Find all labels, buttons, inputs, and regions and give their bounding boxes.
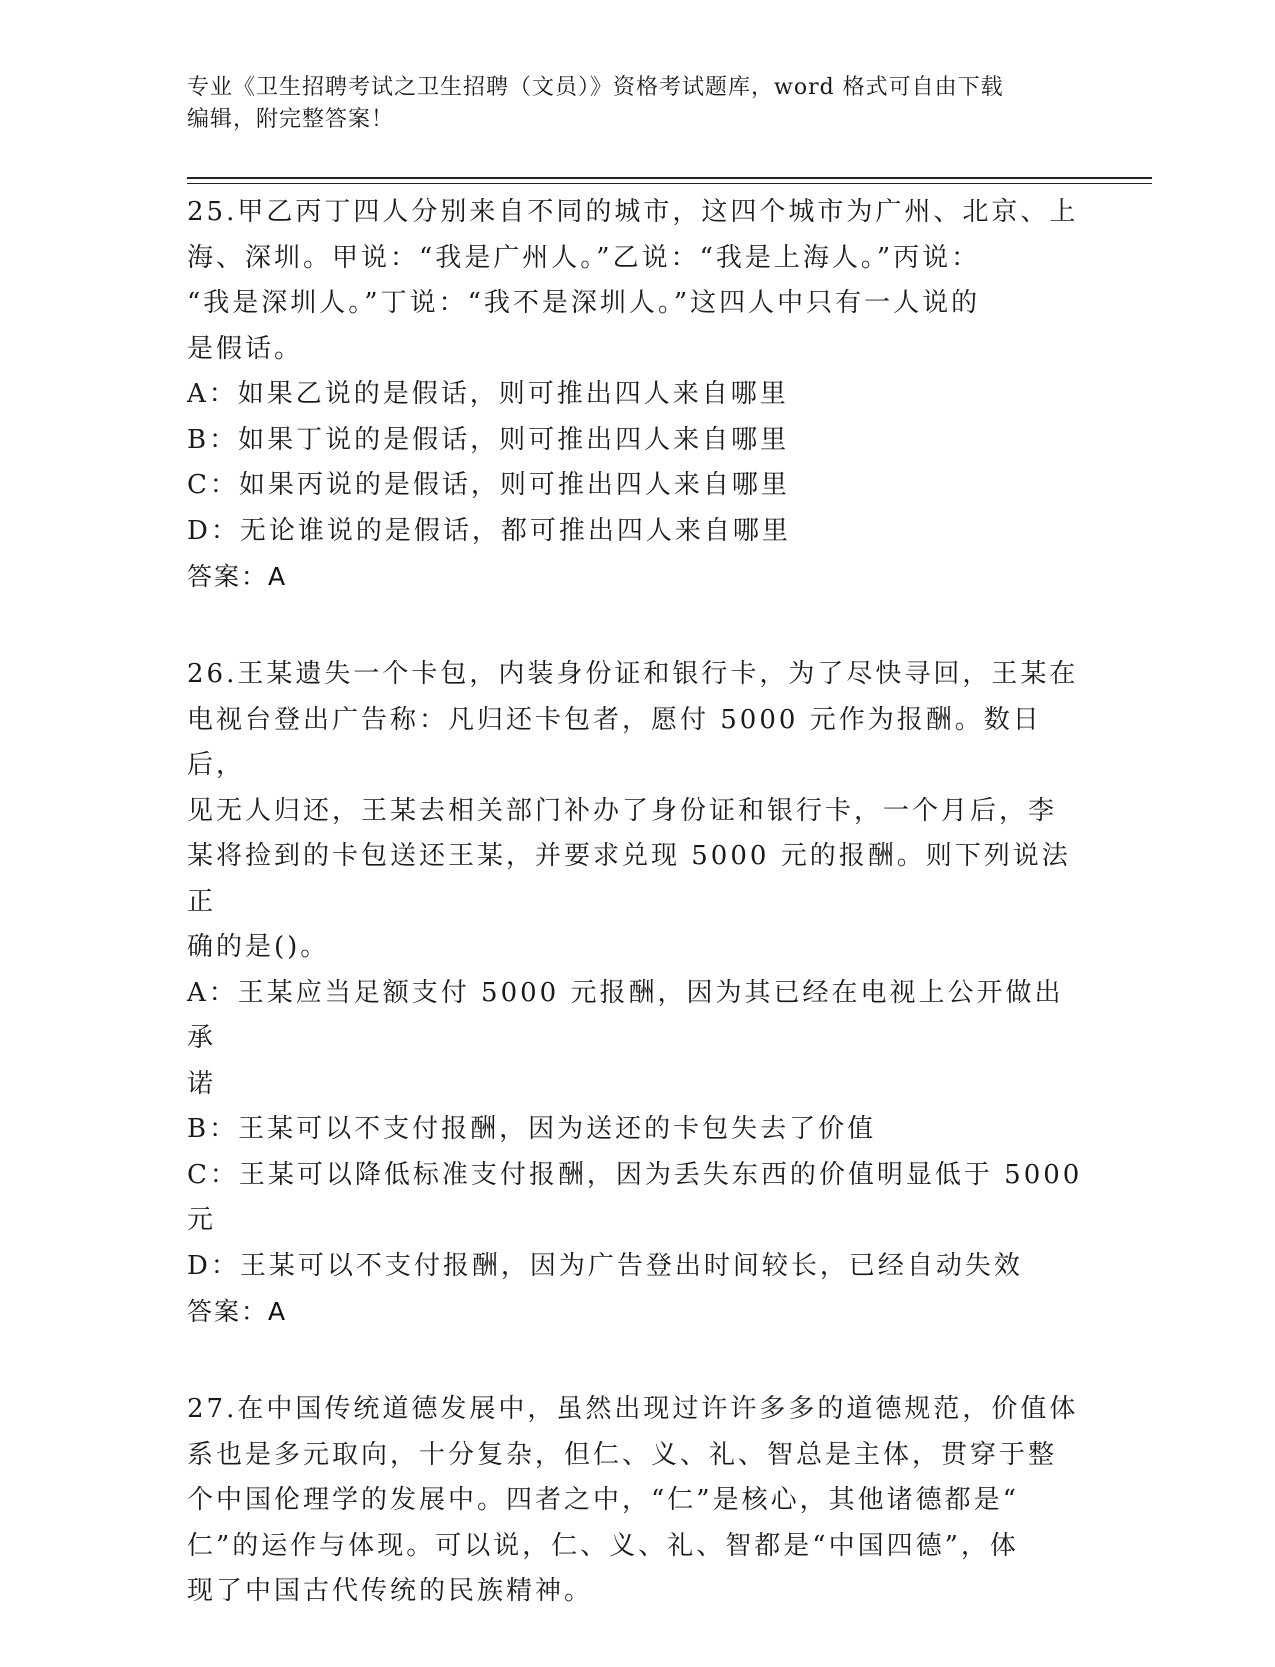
option-a-continued: 诺 xyxy=(187,1068,217,1099)
stem-line: 是假话。 xyxy=(187,333,304,364)
stem-line: 仁”的运作与体现。可以说，仁、义、礼、智都是“中国四德”，体 xyxy=(187,1530,1019,1561)
stem-line: 确的是()。 xyxy=(187,932,330,962)
option-c: C：如果丙说的是假话，则可推出四人来自哪里 xyxy=(187,470,790,500)
document-header xyxy=(187,72,1087,136)
option-b: B：王某可以不支付报酬，因为送还的卡包失去了价值 xyxy=(187,1114,877,1144)
stem-line: 电视台登出广告称：凡归还卡包者，愿付 5000 元作为报酬。数日后， xyxy=(187,704,1042,780)
answer: 答案：A xyxy=(187,562,288,591)
option-d: D：王某可以不支付报酬，因为广告登出时间较长，已经自动失效 xyxy=(187,1250,1023,1281)
stem-line: 见无人归还，王某去相关部门补办了身份证和银行卡，一个月后，李 xyxy=(187,795,1058,826)
stem-line: 系也是多元取向，十分复杂，但仁、义、礼、智总是主体，贯穿于整 xyxy=(187,1439,1058,1470)
option-b: B：如果丁说的是假话，则可推出四人来自哪里 xyxy=(187,424,790,455)
question-26 xyxy=(187,652,1087,1335)
question-stem xyxy=(187,1387,1087,1615)
question-stem xyxy=(187,190,1087,372)
option-c: C：王某可以降低标准支付报酬，因为丢失东西的价值明显低于 5000 xyxy=(187,1159,1083,1190)
stem-line: 26.王某遗失一个卡包，内装身份证和银行卡，为了尽快寻回，王某在 xyxy=(187,659,1079,689)
question-25 xyxy=(187,190,1087,600)
stem-line: 个中国伦理学的发展中。四者之中，“仁”是核心，其他诸德都是“ xyxy=(187,1485,1019,1515)
answer: 答案：A xyxy=(187,1297,288,1326)
header-divider-thick xyxy=(187,177,1152,179)
stem-line: 海、深圳。甲说：“我是广州人。”乙说：“我是上海人。”丙说： xyxy=(187,242,981,273)
stem-line: “我是深圳人。”丁说：“我不是深圳人。”这四人中只有一人说的 xyxy=(187,288,981,318)
option-a: A：如果乙说的是假话，则可推出四人来自哪里 xyxy=(187,379,789,409)
question-stem xyxy=(187,652,1087,971)
header-line-2: 编辑，附完整答案！ xyxy=(187,107,395,132)
question-list xyxy=(187,190,1087,1667)
option-c-continued: 元 xyxy=(187,1205,217,1235)
question-27 xyxy=(187,1387,1087,1615)
stem-line: 现了中国古代传统的民族精神。 xyxy=(187,1576,594,1606)
header-line-1: 专业《卫生招聘考试之卫生招聘（文员）》资格考试题库，word 格式可自由下载 xyxy=(187,75,1004,100)
option-d: D：无论谁说的是假话，都可推出四人来自哪里 xyxy=(187,515,791,546)
option-a: A：王某应当足额支付 5000 元报酬，因为其已经在电视上公开做出承 xyxy=(187,977,1064,1053)
stem-line: 某将捡到的卡包送还王某，并要求兑现 5000 元的报酬。则下列说法正 xyxy=(187,841,1071,917)
stem-line: 25.甲乙丙丁四人分别来自不同的城市，这四个城市为广州、北京、上 xyxy=(187,197,1079,227)
stem-line: 27.在中国传统道德发展中，虽然出现过许许多多的道德规范，价值体 xyxy=(187,1394,1079,1424)
header-divider-thin xyxy=(187,183,1152,184)
